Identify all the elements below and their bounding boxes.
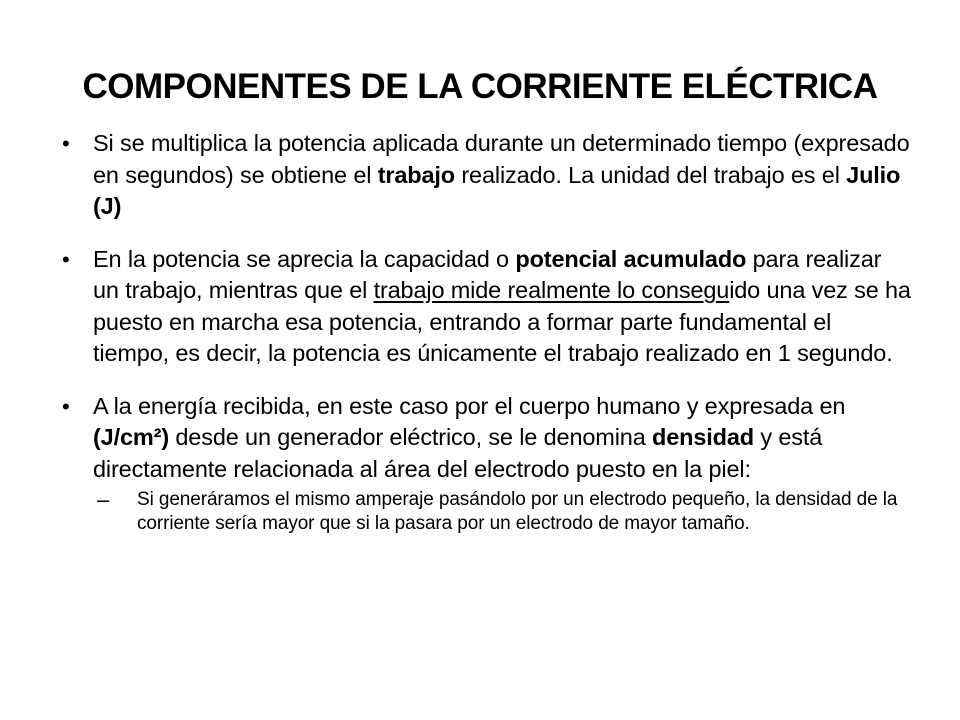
bold-term-densidad: densidad	[652, 424, 754, 450]
bullet-text: Si se multiplica la potencia aplicada durante un determinado tiempo (expresado en segundos) se obtiene el	[93, 130, 910, 188]
dash-marker-icon: –	[97, 487, 110, 512]
bullet-list	[62, 128, 912, 557]
bold-term-potencial-acumulado: potencial acumulado	[515, 245, 747, 272]
bullet-item-potencia	[62, 244, 912, 370]
underlined-text: trabajo mide realmente lo consegu	[373, 277, 730, 303]
bullet-marker-icon: •	[62, 131, 70, 156]
bullet-text: realizado. La unidad del trabajo es el	[455, 161, 847, 188]
bullet-text: En la potencia se aprecia la capacidad o	[93, 245, 516, 272]
bullet-marker-icon: •	[62, 393, 70, 419]
bullet-item-densidad	[62, 391, 912, 537]
bold-term-unit: (J/cm²)	[93, 424, 169, 450]
slide-title: COMPONENTES DE LA CORRIENTE ELÉCTRICA	[82, 67, 878, 106]
bullet-text: para realizar un trabajo, mientras que el	[93, 245, 882, 303]
bold-term-trabajo: trabajo	[377, 161, 455, 188]
bullet-text: A la energía recibida, en este caso por el cuerpo humano y expresada en	[93, 392, 846, 419]
bullet-text: y está directamente relacionada al área del electrodo puesto en la piel:	[93, 424, 823, 482]
bullet-marker-icon: •	[62, 246, 70, 272]
sub-bullet-text: Si generáramos el mismo amperaje pasándolo por un electrodo pequeño, la densidad de la corriente sería mayor que si la pasara por un electrodo de mayor tamaño.	[137, 489, 898, 534]
sub-bullet-item	[97, 488, 912, 536]
bullet-text: ido una vez se ha puesto en marcha esa potencia, entrando a formar parte fundamental el tiempo, es decir, la potencia es únicamente el trabajo realizado en 1 segundo.	[93, 277, 911, 366]
bullet-text: desde un generador eléctrico, se le denomina	[169, 424, 652, 450]
bullet-item-trabajo	[62, 128, 912, 223]
bold-term-julio: Julio (J)	[93, 161, 901, 219]
